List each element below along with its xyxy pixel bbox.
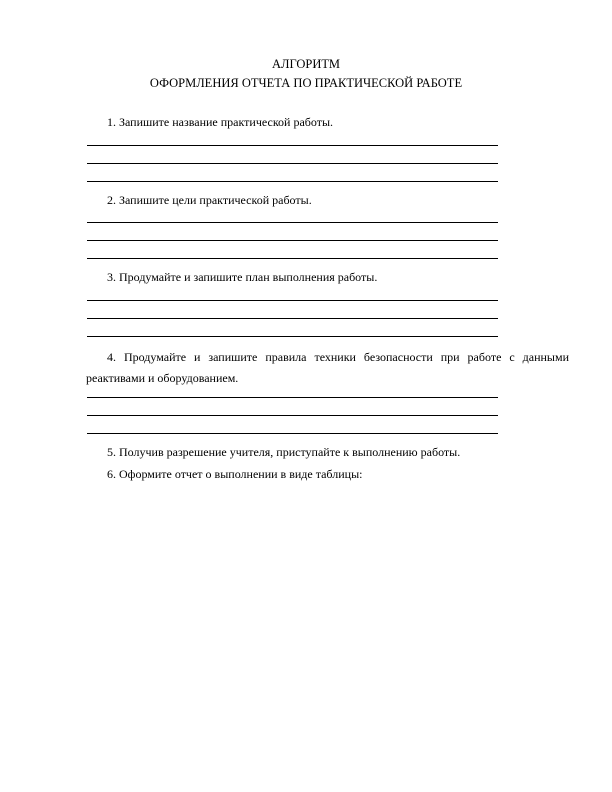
answer-line [87, 415, 498, 416]
step-2-text: 2. Запишите цели практической работы. [107, 193, 312, 207]
step-6-text: 6. Оформите отчет о выполнении в виде таблицы: [107, 467, 363, 481]
answer-line [87, 240, 498, 241]
answer-line [87, 222, 498, 223]
document-subtitle: ОФОРМЛЕНИЯ ОТЧЕТА ПО ПРАКТИЧЕСКОЙ РАБОТЕ [149, 76, 463, 90]
answer-line [87, 300, 498, 301]
answer-line [87, 145, 498, 146]
answer-line [87, 318, 498, 319]
step-4-text: 4. Продумайте и запишите правила техники безопасности при работе с данными реактивами и оборудованием. [86, 350, 569, 385]
document-title: АЛГОРИТМ [271, 57, 340, 71]
answer-line [87, 433, 498, 434]
step-1-text: 1. Запишите название практической работы. [107, 115, 334, 129]
answer-line [87, 163, 498, 164]
answer-line [87, 397, 498, 398]
step-3-text: 3. Продумайте и запишите план выполнения работы. [107, 270, 378, 284]
answer-line [87, 258, 498, 259]
answer-line [87, 336, 498, 337]
step-5-text: 5. Получив разрешение учителя, приступайте к выполнению работы. [107, 445, 461, 459]
answer-line [87, 181, 498, 182]
